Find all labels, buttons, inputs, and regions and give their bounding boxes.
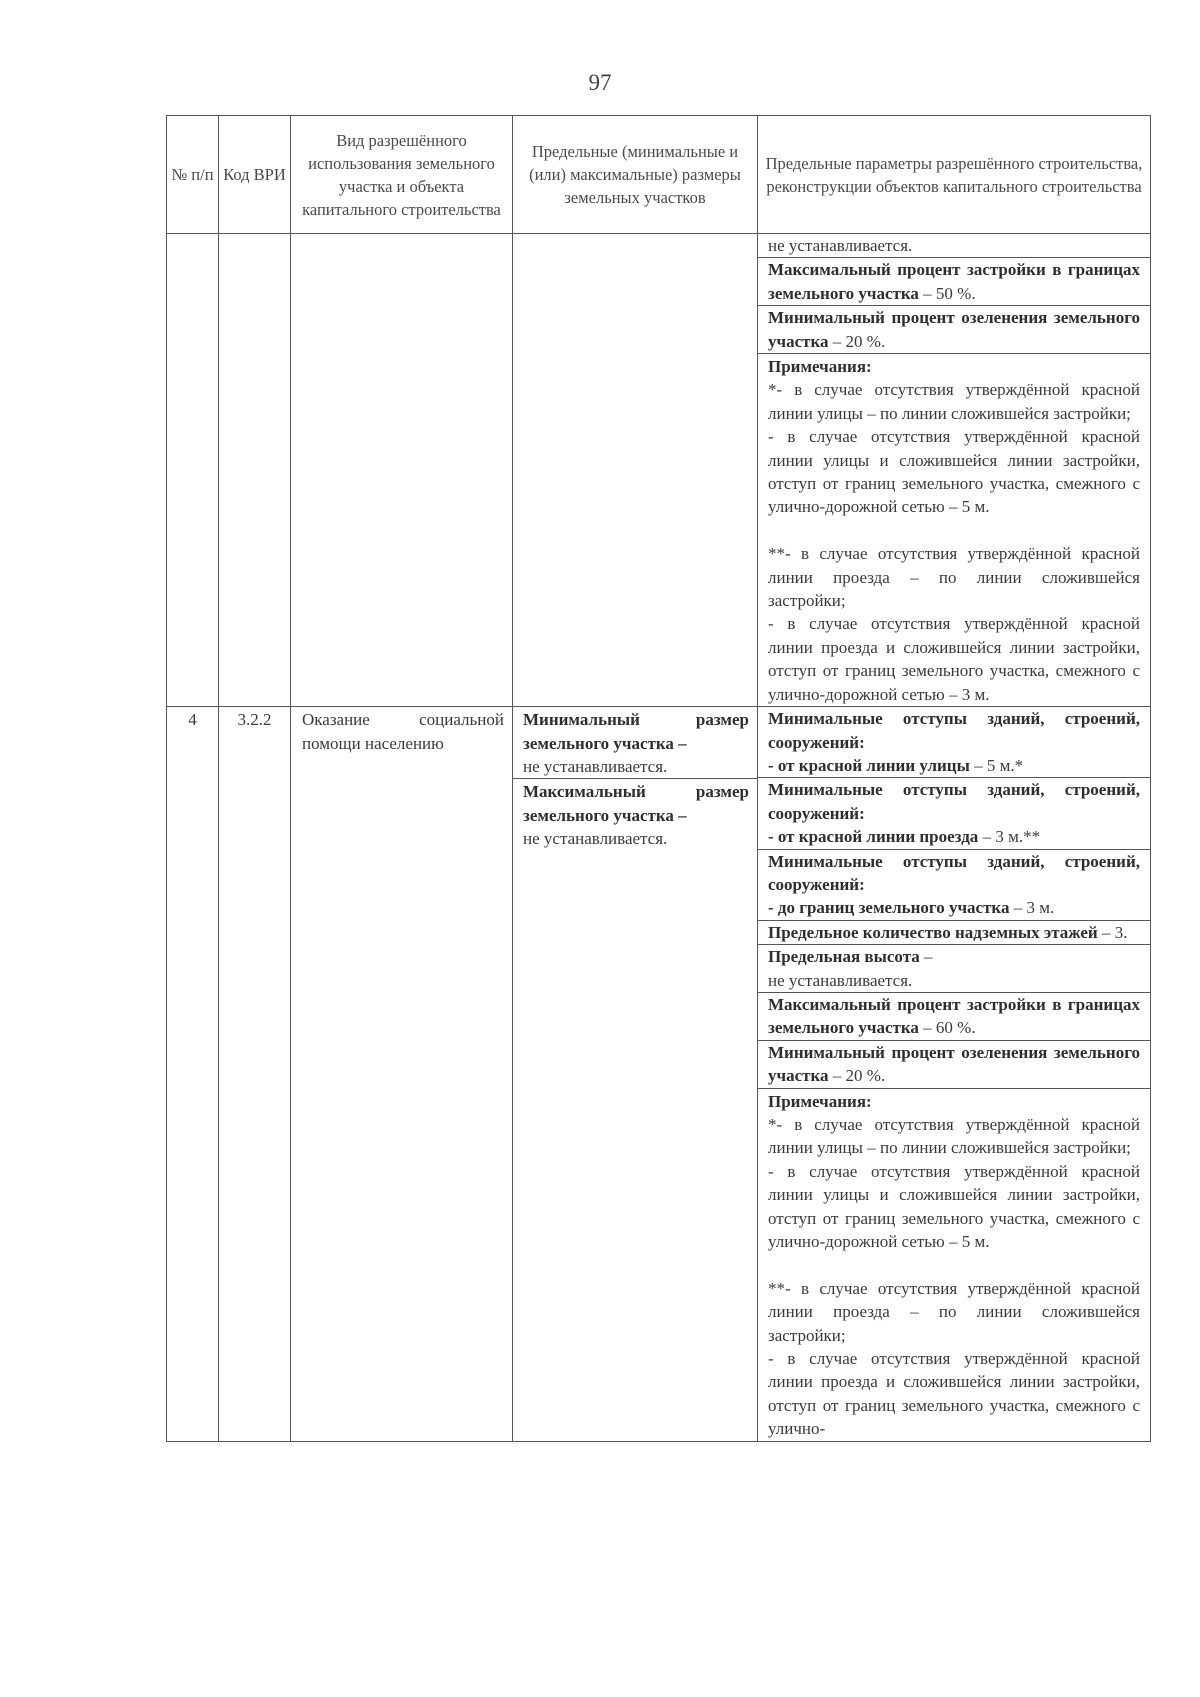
table-row-continuation: [167, 234, 1151, 707]
min-size-block: [513, 707, 757, 778]
header-code: Код ВРИ: [219, 116, 291, 234]
param-title: Минимальные отступы зданий, строений, сооружений:: [768, 709, 1140, 752]
cell-code: 3.2.2: [219, 707, 291, 1442]
cell-sizes-empty: [513, 234, 758, 707]
header-use: Вид разрешённого использования земельного участка и объекта капитального строительства: [291, 116, 513, 234]
param-value: – 20 %.: [828, 331, 886, 351]
header-sizes: Предельные (минимальные и (или) максимальные) размеры земельных участков: [513, 116, 758, 234]
param-title: Максимальный процент застройки в границах земельного участка: [768, 260, 1140, 303]
note-item: - в случае отсутствия утверждённой красной линии проезда и сложившейся линии застройки, отступ от границ земельного участка, смежного с улично-: [768, 1349, 1140, 1439]
note-item: - в случае отсутствия утверждённой красной линии улицы и сложившейся линии застройки, отступ от границ земельного участка, смежного с улично-дорожной сетью – 5 м.: [768, 1161, 1140, 1252]
param-value: не устанавливается.: [768, 970, 913, 990]
param-subtitle: - от красной линии проезда: [768, 827, 979, 847]
param-value: – 5 м.*: [969, 755, 1024, 775]
param-title: Минимальный процент озеленения земельного участка: [768, 1042, 1140, 1086]
param-subtitle: - от красной линии улицы: [768, 755, 970, 775]
param-block: [758, 850, 1150, 921]
notes-block: [758, 1089, 1150, 1441]
param-block: [758, 258, 1150, 306]
page-number: 97: [588, 70, 612, 95]
param-title: Предельное количество надземных этажей: [768, 922, 1098, 942]
param-block: [758, 707, 1150, 778]
param-title: Минимальный процент озеленения земельного участка: [768, 308, 1140, 351]
param-value: – 3.: [1097, 922, 1128, 942]
param-title: Максимальный процент застройки в границах земельного участка: [768, 994, 1140, 1038]
note-item: *- в случае отсутствия утверждённой красной линии улицы – по линии сложившейся застройки;: [768, 380, 1140, 423]
param-block: [758, 234, 1150, 258]
param-value: – 60 %.: [918, 1018, 976, 1038]
param-block: [758, 1041, 1150, 1089]
param-block: [758, 778, 1150, 849]
table-row-4: [167, 707, 1151, 1442]
cell-num-empty: [167, 234, 219, 707]
cell-params-continuation: [758, 234, 1151, 707]
note-item: **- в случае отсутствия утверждённой красной линии проезда – по линии сложившейся застройки;: [768, 1278, 1140, 1345]
param-value: – 3 м.**: [978, 827, 1041, 847]
cell-use-empty: [291, 234, 513, 707]
note-item: - в случае отсутствия утверждённой красной линии проезда и сложившейся линии застройки, отступ от границ земельного участка, смежного с улично-дорожной сетью – 3 м.: [768, 614, 1140, 704]
notes-title: Примечания:: [768, 357, 872, 377]
param-title: Минимальные отступы зданий, строений, сооружений:: [768, 780, 1140, 823]
param-block: [758, 921, 1150, 945]
param-block: [758, 306, 1150, 354]
param-value: – 20 %.: [828, 1066, 886, 1086]
param-block: [758, 993, 1150, 1041]
cell-code-empty: [219, 234, 291, 707]
param-value: – 50 %.: [918, 283, 976, 303]
max-size-title: Максимальный размер земельного участка –: [523, 782, 749, 825]
max-size-value: не устанавливается.: [523, 829, 668, 849]
notes-block: [758, 354, 1150, 706]
max-size-block: [513, 778, 757, 850]
param-subtitle: - до границ земельного участка: [768, 898, 1010, 918]
min-size-value: не устанавливается.: [523, 756, 668, 776]
cell-params: [758, 707, 1151, 1442]
param-block: [758, 945, 1150, 993]
param-title: Предельная высота: [768, 947, 920, 967]
table-header-row: [167, 116, 1151, 234]
note-item: *- в случае отсутствия утверждённой красной линии улицы – по линии сложившейся застройки;: [768, 1115, 1140, 1158]
min-size-title: Минимальный размер земельного участка –: [523, 710, 749, 753]
param-value: – 3 м.: [1009, 898, 1055, 918]
cell-num: 4: [167, 707, 219, 1442]
note-item: - в случае отсутствия утверждённой красной линии улицы и сложившейся линии застройки, отступ от границ земельного участка, смежного с улично-дорожной сетью – 5 м.: [768, 427, 1140, 517]
param-title: Минимальные отступы зданий, строений, сооружений:: [768, 851, 1140, 894]
header-params: Предельные параметры разрешённого строительства, реконструкции объектов капитального строительства: [758, 116, 1151, 234]
note-item: **- в случае отсутствия утверждённой красной линии проезда – по линии сложившейся застройки;: [768, 544, 1140, 611]
param-value: –: [919, 947, 933, 967]
cell-sizes: [513, 707, 758, 1442]
regulations-table: [166, 115, 1151, 1442]
header-num: № п/п: [167, 116, 219, 234]
cell-use: Оказание социальной помощи населению: [291, 707, 513, 1442]
notes-title: Примечания:: [768, 1091, 872, 1111]
param-text: не устанавливается.: [768, 236, 913, 255]
